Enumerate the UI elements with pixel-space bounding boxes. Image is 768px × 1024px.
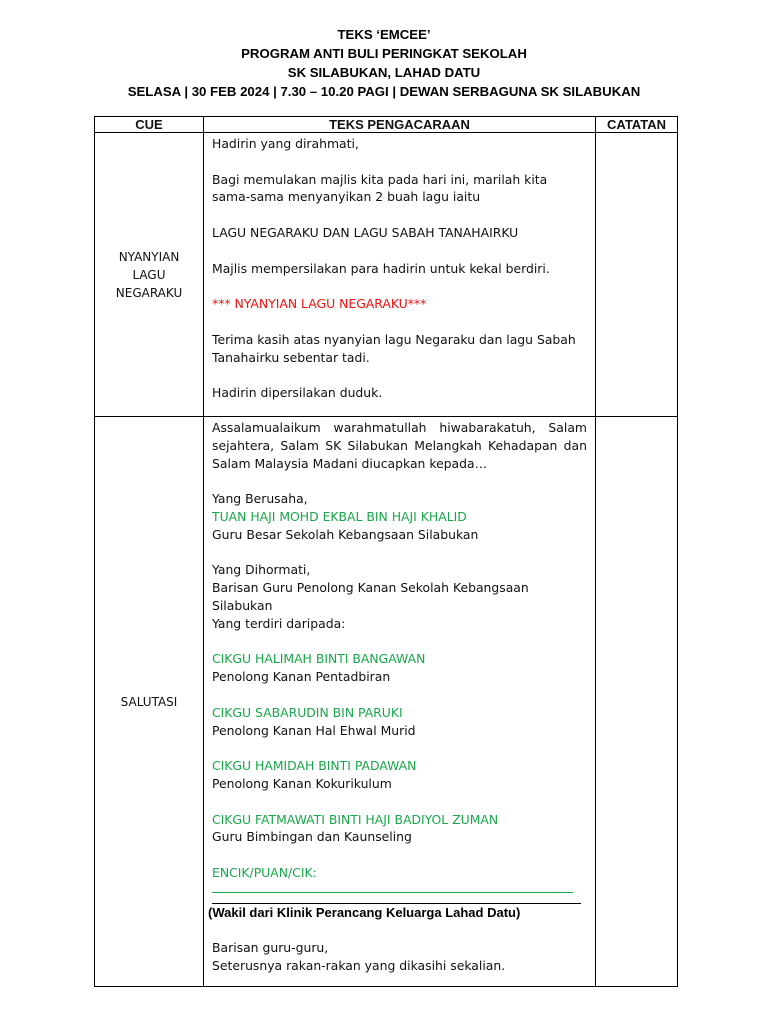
guest-title: Penolong Kanan Kokurikulum	[212, 775, 392, 791]
friends-greeting: Seterusnya rakan-rakan yang dikasihi sekalian.	[212, 958, 506, 974]
name-blank-line	[212, 882, 573, 893]
guest-placeholder-label: ENCIK/PUAN/CIK:	[212, 864, 317, 880]
teachers-greeting: Barisan guru-guru,	[212, 940, 329, 956]
table-row	[95, 417, 678, 987]
assistants-intro: Barisan Guru Penolong Kanan Sekolah Kebangsaan Silabukan	[212, 580, 529, 613]
cue-cell	[95, 417, 204, 987]
cue-line: NEGARAKU	[115, 285, 183, 300]
table-header-row	[95, 117, 678, 133]
guest-title: Guru Bimbingan dan Kaunseling	[212, 829, 412, 845]
event-details: SELASA | 30 FEB 2024 | 7.30 – 10.20 PAGI | DEWAN SERBAGUNA SK SILABUKAN	[127, 84, 641, 99]
text-cell	[204, 133, 596, 417]
greeting: Hadirin yang dirahmati,	[212, 136, 359, 151]
guest-name: CIKGU FATMAWATI BINTI HAJI BADIYOL ZUMAN	[212, 811, 499, 827]
guest-name: CIKGU SABARUDIN BIN PARUKI	[212, 704, 403, 720]
cue-line: NYANYIAN	[118, 249, 180, 264]
emcee-script-table	[94, 116, 678, 987]
doc-title: TEKS ‘EMCEE’	[337, 27, 431, 42]
stand-instruction: Majlis mempersilakan para hadirin untuk kekal berdiri.	[212, 260, 550, 276]
thanks-text: Terima kasih atas nyanyian lagu Negaraku dan lagu Sabah Tanahairku sebentar tadi.	[212, 331, 576, 365]
program-title: PROGRAM ANTI BULI PERINGKAT SEKOLAH	[241, 46, 527, 61]
col-header-notes: CATATAN	[596, 117, 678, 133]
honorific-berusaha: Yang Berusaha,	[212, 491, 308, 507]
honorific-dihormati: Yang Dihormati,	[212, 562, 311, 578]
salutation-intro: Assalamualaikum warahmatullah hiwabarakatuh, Salam sejahtera, Salam SK Silabukan Melangkah Kehadapan dan Salam Malaysia Madani diucapkan kepada…	[212, 420, 587, 471]
text-cell	[204, 417, 596, 987]
cue-line: SALUTASI	[120, 694, 178, 709]
table-row	[95, 133, 678, 417]
school-name: SK SILABUKAN, LAHAD DATU	[287, 65, 481, 80]
sit-instruction: Hadirin dipersilakan duduk.	[212, 385, 383, 401]
col-header-text: TEKS PENGACARAAN	[204, 117, 596, 133]
cue-line: LAGU	[132, 267, 166, 282]
col-header-cue: CUE	[95, 117, 204, 133]
document-header	[0, 25, 768, 101]
guest-name: CIKGU HAMIDAH BINTI PADAWAN	[212, 758, 417, 774]
opening-text: Bagi memulakan majlis kita pada hari ini, marilah kita sama-sama menyanyikan 2 buah lagu iaitu	[212, 171, 548, 205]
anthem-names: LAGU NEGARAKU DAN LAGU SABAH TANAHAIRKU	[212, 224, 519, 240]
guest-name: CIKGU HALIMAH BINTI BANGAWAN	[212, 651, 426, 667]
guest-title: Penolong Kanan Hal Ehwal Murid	[212, 722, 416, 738]
assistants-intro-2: Yang terdiri daripada:	[212, 615, 346, 631]
notes-cell	[596, 133, 678, 417]
headmaster-title: Guru Besar Sekolah Kebangsaan Silabukan	[212, 526, 479, 542]
notes-cell	[596, 417, 678, 987]
name-blank-line-2	[212, 893, 581, 904]
cue-cell	[95, 133, 204, 417]
anthem-cue: *** NYANYIAN LAGU NEGARAKU***	[212, 296, 427, 312]
clinic-representative: (Wakil dari Klinik Perancang Keluarga Lahad Datu)	[208, 904, 521, 920]
guest-title: Penolong Kanan Pentadbiran	[212, 669, 391, 685]
headmaster-name: TUAN HAJI MOHD EKBAL BIN HAJI KHALID	[212, 508, 467, 524]
